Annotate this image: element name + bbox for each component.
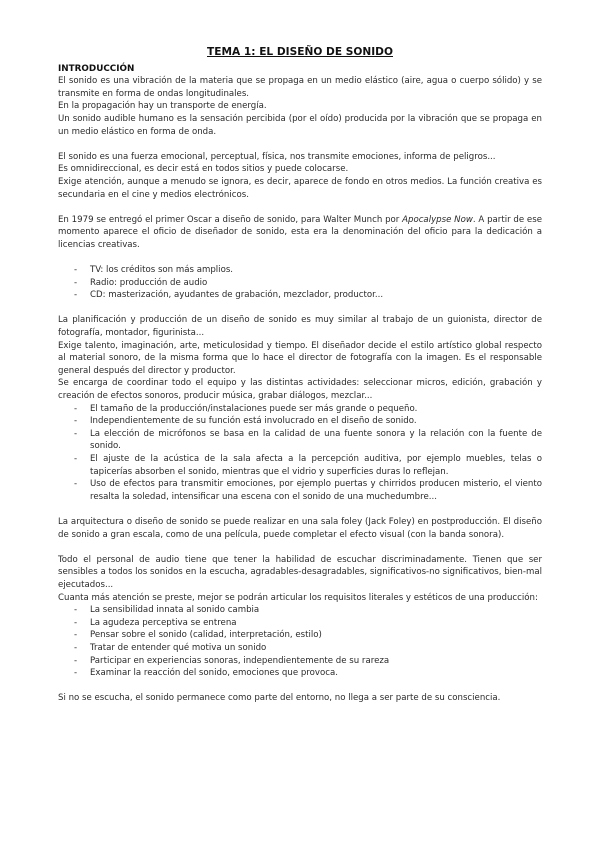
media-list: [58, 264, 542, 302]
paragraph: Todo el personal de audio tiene que tener la habilidad de escuchar discriminadamente. Tienen que ser sensibles a todos los sonidos en la escucha, agradables-desagradables, significativos-no significativos, bien-mal ejecutados...: [58, 554, 542, 590]
oscar-text-end: . A partir de ese momento aparece el oficio de diseñador de sonido, esta era la denominación del oficio para la dedicación a licencias creativas.: [58, 214, 542, 250]
list-item: - Tratar de entender qué motiva un sonido: [58, 642, 542, 655]
paragraph: Es omnidireccional, es decir está en todos sitios y puede colocarse.: [58, 164, 349, 175]
spacer: [58, 503, 542, 516]
paragraph-oscar: [58, 214, 542, 252]
list-item: - La agudeza perceptiva se entrena: [58, 617, 542, 630]
list-item: - Independientemente de su función está involucrado en el diseño de sonido.: [58, 415, 542, 428]
list-item: - CD: masterización, ayudantes de grabación, mezclador, productor...: [58, 289, 542, 302]
listening-skills-list: [58, 604, 542, 680]
spacer: [58, 252, 542, 265]
paragraph: La planificación y producción de un diseño de sonido es muy similar al trabajo de un guionista, director de fotografía, montador, figurinista...: [58, 315, 542, 339]
paragraph: Si no se escucha, el sonido permanece como parte del entorno, no llega a ser parte de su consciencia.: [58, 693, 501, 704]
paragraph: Se encarga de coordinar todo el equipo y las distintas actividades: seleccionar micros, edición, grabación y creación de efectos sonoros, producir música, grabar diálogos, mezclar...: [58, 378, 542, 402]
paragraph: Un sonido audible humano es la sensación percibida (por el oído) producida por la vibración que se propaga en un medio elástico en forma de onda.: [58, 113, 542, 137]
spacer: [58, 201, 542, 214]
list-item: - Participar en experiencias sonoras, independientemente de su rareza: [58, 655, 542, 668]
list-item: - Uso de efectos para transmitir emociones, por ejemplo puertas y chirridos producen misterio, el viento resalta la soledad, intensificar una escena con el sonido de una muchedumbre...: [58, 478, 542, 503]
designer-tasks-list: [58, 403, 542, 504]
list-item: - El ajuste de la acústica de la sala afecta a la percepción auditiva, por ejemplo muebles, telas o tapicerías absorben el sonido, mientras que el vidrio y superficies duras lo reflejan.: [58, 453, 542, 478]
paragraph: El sonido es una vibración de la materia que se propaga en un medio elástico (aire, agua o cuerpo sólido) y se transmite en forma de ondas longitudinales.: [58, 76, 542, 99]
spacer: [58, 138, 542, 151]
paragraph: La arquitectura o diseño de sonido se puede realizar en una sala foley (Jack Foley) en postproducción. El diseño de sonido a gran escala, como de una película, puede completar el efecto visual (con la banda sonora).: [58, 516, 542, 540]
spacer: [58, 680, 542, 693]
list-item: - Radio: producción de audio: [58, 277, 542, 290]
page-title: TEMA 1: EL DISEÑO DE SONIDO: [207, 46, 393, 58]
list-item: - La elección de micrófonos se basa en la calidad de una fuente sonora y la relación con la fuente de sonido.: [58, 428, 542, 453]
oscar-text-start: En 1979 se entregó el primer Oscar a diseño de sonido, para Walter Munch por: [58, 214, 403, 225]
spacer: [58, 302, 542, 315]
paragraph: Exige atención, aunque a menudo se ignora, es decir, aparece de fondo en otros medios. La función creativa es secundaria en el cine y medios electrónicos.: [58, 176, 542, 200]
film-title: Apocalypse Now: [402, 214, 473, 225]
list-item: - TV: los créditos son más amplios.: [58, 264, 542, 277]
section-heading: INTRODUCCIÓN: [58, 63, 135, 74]
paragraph: Exige talento, imaginación, arte, meticulosidad y tiempo. El diseñador decide el estilo artístico global respecto al material sonoro, de la misma forma que lo hace el director de fotografía con la imagen. Es el responsable general después del director y productor.: [58, 340, 542, 376]
list-item: - Pensar sobre el sonido (calidad, interpretación, estilo): [58, 629, 542, 642]
paragraph: Cuanta más atención se preste, mejor se podrán articular los requisitos literales y estéticos de una producción:: [58, 592, 538, 603]
list-item: - El tamaño de la producción/instalaciones puede ser más grande o pequeño.: [58, 403, 542, 416]
list-item: - Examinar la reacción del sonido, emociones que provoca.: [58, 667, 542, 680]
paragraph: En la propagación hay un transporte de energía.: [58, 101, 267, 112]
list-item: - La sensibilidad innata al sonido cambia: [58, 604, 542, 617]
paragraph: El sonido es una fuerza emocional, perceptual, física, nos transmite emociones, informa de peligros...: [58, 151, 496, 162]
spacer: [58, 541, 542, 554]
